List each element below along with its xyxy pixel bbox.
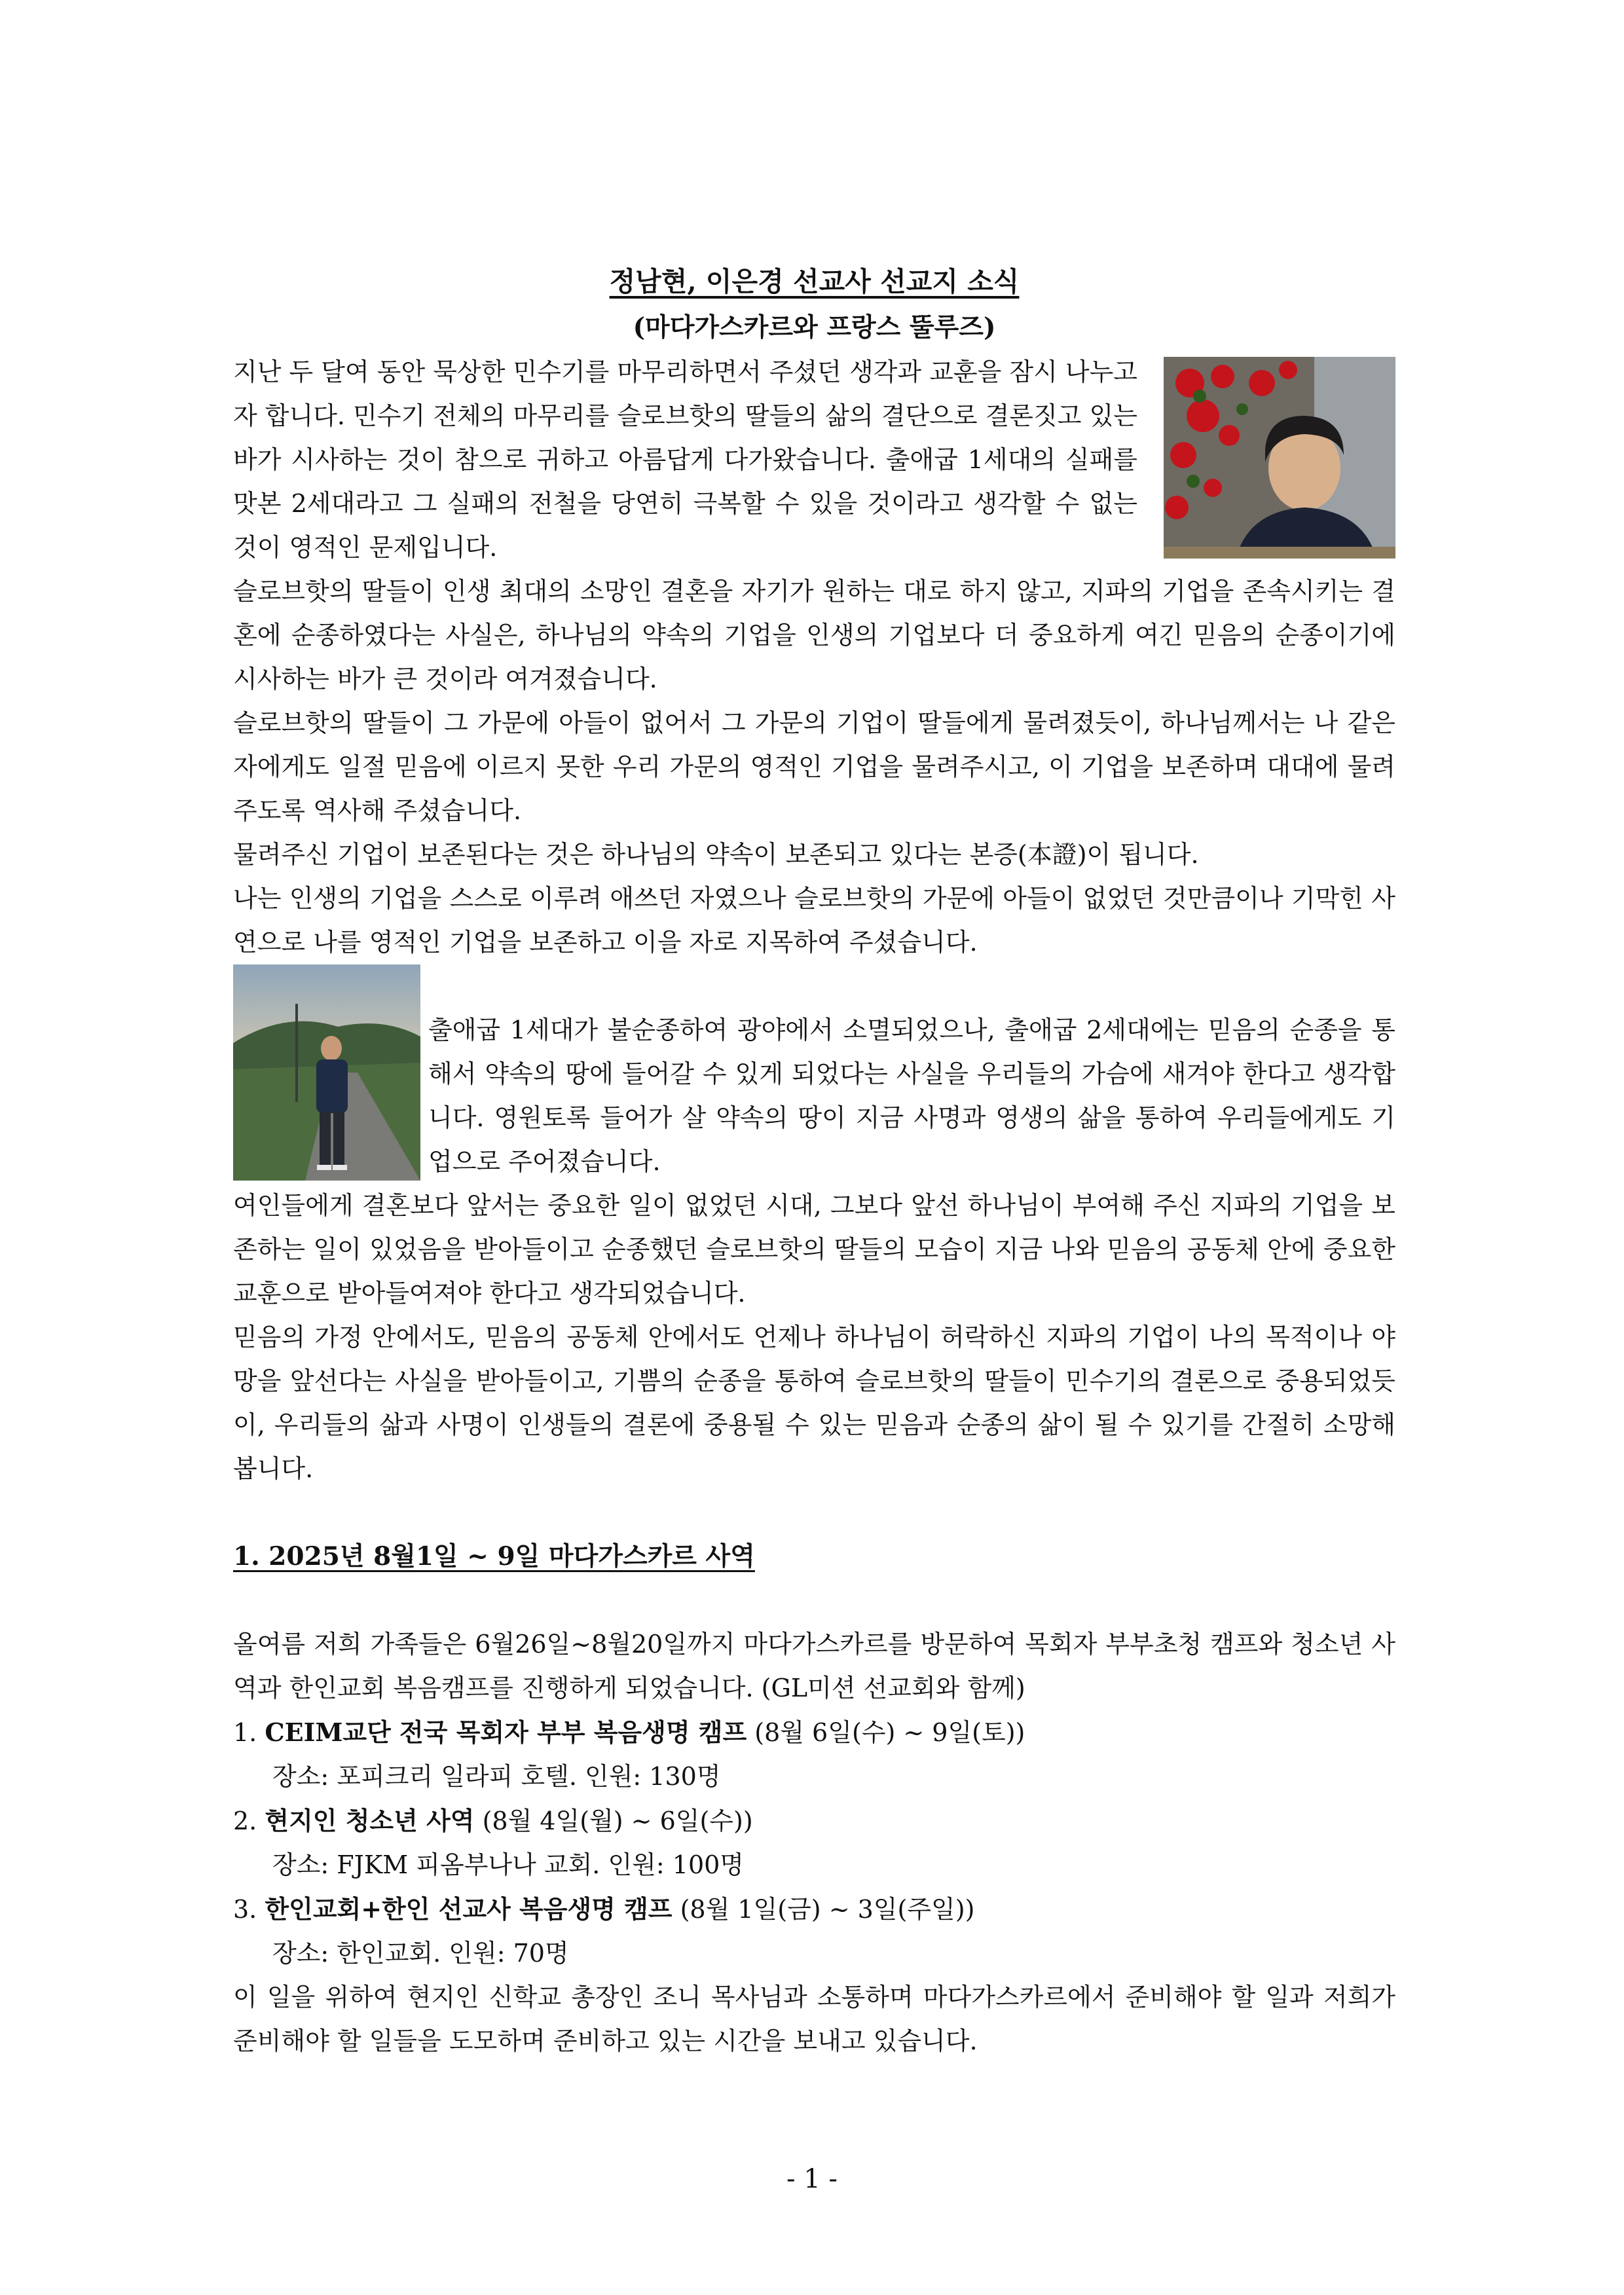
event-name: 한인교회+한인 선교사 복음생명 캠프: [265, 1894, 673, 1924]
event-item: 3. 한인교회+한인 선교사 복음생명 캠프 (8월 1일(금) ~ 3일(주일)): [233, 1894, 975, 1924]
document-title: 정남현, 이은경 선교사 선교지 소식: [609, 266, 1020, 297]
section-intro: 올여름 저희 가족들은 6월26일~8월20일까지 마다가스카르를 방문하여 목회자 부부초청 캠프와 청소년 사역과 한인교회 복음캠프를 진행하게 되었습니다. (GL미션 선교회와 함께): [233, 1630, 1395, 1702]
event-list: [233, 1710, 1395, 1975]
document-page: [233, 259, 1395, 2063]
intro-paragraph-2: 슬로브핫의 딸들이 인생 최대의 소망인 결혼을 자기가 원하는 대로 하지 않고, 지파의 기업을 존속시키는 결혼에 순종하였다는 사실은, 하나님의 약속의 기업을 인생의 기업보다 더 중요하게 여긴 믿음의 순종이기에 시사하는 바가 큰 것이라 여겨졌습니다.: [233, 577, 1395, 693]
event-item: 1. CEIM교단 전국 목회자 부부 복음생명 캠프 (8월 6일(수) ~ 9일(토)): [233, 1717, 1025, 1747]
section-heading: 1. 2025년 8월1일 ~ 9일 마다가스카르 사역: [233, 1541, 755, 1571]
document-subtitle: (마다가스카르와 프랑스 뚤루즈): [633, 312, 996, 342]
section-closing: 이 일을 위하여 현지인 신학교 총장인 조니 목사님과 소통하며 마다가스카르에서 준비해야 할 일과 저희가 준비해야 할 일들을 도모하며 준비하고 있는 시간을 보내고 있습니다.: [233, 1983, 1395, 2055]
event-date: (8월 4일(월) ~ 6일(수)): [474, 1807, 753, 1835]
intro-paragraph-8: 믿음의 가정 안에서도, 믿음의 공동체 안에서도 언제나 하나님이 허락하신 지파의 기업이 나의 목적이나 야망을 앞선다는 사실을 받아들이고, 기쁨의 순종을 통하여 슬로브핫의 딸들이 민수기의 결론으로 중용되었듯이, 우리들의 삶과 사명이 인생들의 결론에 중용될 수 있는 믿음과 순종의 삶이 될 수 있기를 간절히 소망해봅니다.: [233, 1323, 1395, 1483]
intro-paragraph-1: 지난 두 달여 동안 묵상한 민수기를 마무리하면서 주셨던 생각과 교훈을 잠시 나누고자 합니다. 민수기 전체의 마무리를 슬로브핫의 딸들의 삶의 결단으로 결론짓고 있는 바가 시사하는 것이 참으로 귀하고 아름답게 다가왔습니다. 출애굽 1세대의 실패를 맛본 2세대라고 그 실패의 전철을 당연히 극복할 수 있을 것이라고 생각할 수 없는 것이 영적인 문제입니다.: [233, 358, 1137, 562]
event-item: 2. 현지인 청소년 사역 (8월 4일(월) ~ 6일(수)): [233, 1806, 753, 1835]
page-number: - 1 -: [786, 2164, 838, 2194]
intro-paragraph-6: 출애굽 1세대가 불순종하여 광야에서 소멸되었으나, 출애굽 2세대에는 믿음의 순종을 통해서 약속의 땅에 들어갈 수 있게 되었다는 사실을 우리들의 가슴에 새겨야 한다고 생각합니다. 영원토록 들어가 살 약속의 땅이 지금 사명과 영생의 삶을 통하여 우리들에게도 기업으로 주어졌습니다.: [428, 1016, 1395, 1176]
woman-portrait-photo: [1164, 357, 1395, 559]
event-detail: 장소: 한인교회. 인원: 70명: [272, 1939, 569, 1968]
intro-paragraph-5: 나는 인생의 기업을 스스로 이루려 애쓰던 자였으나 슬로브핫의 가문에 아들이 없었던 것만큼이나 기막힌 사연으로 나를 영적인 기업을 보존하고 이을 자로 지목하여 주셨습니다.: [233, 884, 1395, 957]
man-standing-photo: [233, 964, 420, 1181]
event-name: CEIM교단 전국 목회자 부부 복음생명 캠프: [265, 1717, 747, 1747]
event-date: (8월 1일(금) ~ 3일(주일)): [672, 1895, 975, 1924]
intro-paragraph-7: 여인들에게 결혼보다 앞서는 중요한 일이 없었던 시대, 그보다 앞선 하나님이 부여해 주신 지파의 기업을 보존하는 일이 있었음을 받아들이고 순종했던 슬로브핫의 딸들의 모습이 지금 나와 믿음의 공동체 안에 중요한 교훈으로 받아들여져야 한다고 생각되었습니다.: [233, 1191, 1395, 1308]
intro-paragraph-4: 물려주신 기업이 보존된다는 것은 하나님의 약속이 보존되고 있다는 본증(本證)이 됩니다.: [233, 840, 1199, 869]
intro-paragraph-3: 슬로브핫의 딸들이 그 가문에 아들이 없어서 그 가문의 기업이 딸들에게 물려졌듯이, 하나님께서는 나 같은 자에게도 일절 믿음에 이르지 못한 우리 가문의 영적인 기업을 물려주시고, 이 기업을 보존하며 대대에 물려주도록 역사해 주셨습니다.: [233, 708, 1395, 825]
event-name: 현지인 청소년 사역: [265, 1806, 475, 1835]
event-date: (8월 6일(수) ~ 9일(토)): [747, 1718, 1025, 1747]
event-detail: 장소: 포피크리 일라피 호텔. 인원: 130명: [272, 1762, 721, 1791]
event-detail: 장소: FJKM 피옴부나나 교회. 인원: 100명: [272, 1850, 745, 1879]
